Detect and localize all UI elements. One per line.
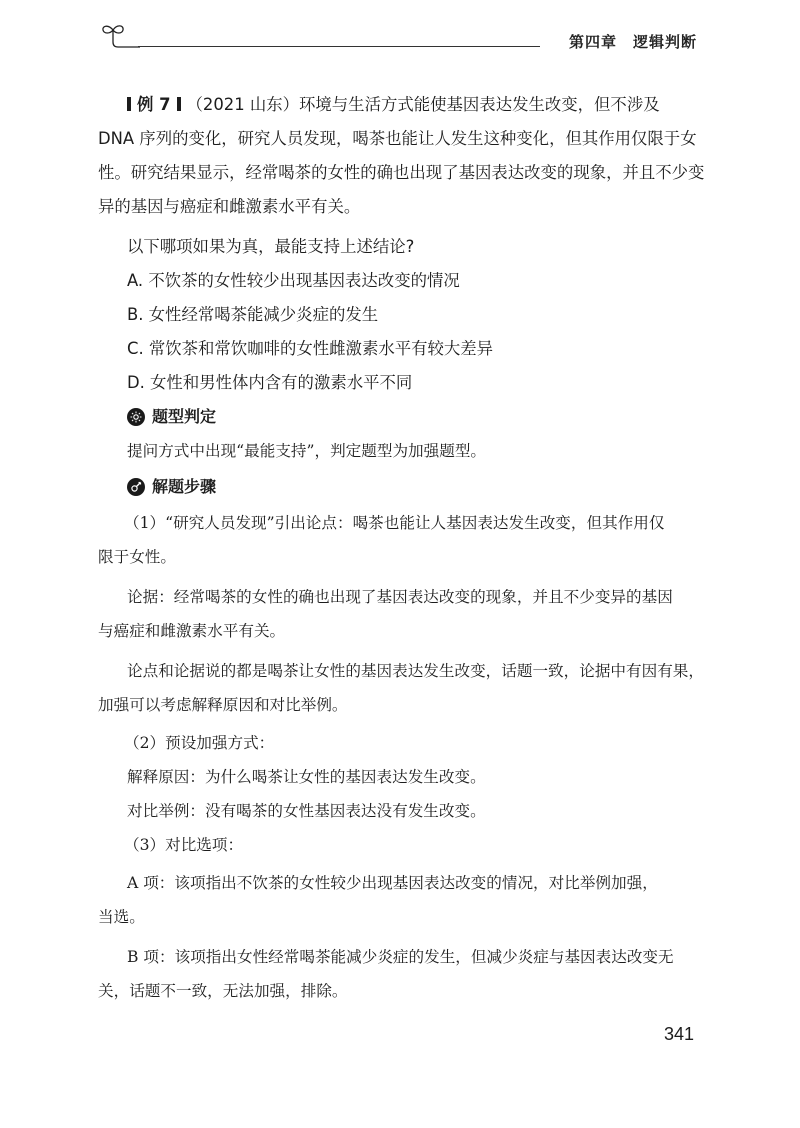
steps-section-heading <box>127 470 690 504</box>
example-source: （2021 山东） <box>186 95 300 114</box>
analysis-line: 论点和论据说的都是喝茶让女性的基因表达发生改变，话题一致，论据中有因有果， <box>127 662 704 680</box>
page-number: 341 <box>664 1024 695 1044</box>
option-a: A. 不饮茶的女性较少出现基因表达改变的情况 <box>127 271 460 290</box>
evidence-line: 与癌症和雌激素水平有关。 <box>98 622 286 640</box>
option-a-analysis-line: A 项：该项指出不饮茶的女性较少出现基因表达改变的情况，对比举例加强， <box>127 874 658 892</box>
stem-line: 环境与生活方式能使基因表达发生改变，但不涉及 <box>299 95 660 114</box>
option-b-analysis <box>98 940 690 1008</box>
type-section-text: 提问方式中出现“最能支持”，判定题型为加强题型。 <box>127 442 487 460</box>
analysis-text <box>98 654 704 722</box>
option-b-analysis-line: B 项：该项指出女性经常喝茶能减少炎症的发生，但减少炎症与基因表达改变无 <box>127 948 674 966</box>
option-a-analysis <box>98 866 690 934</box>
example-label: 例 7 <box>137 95 171 114</box>
type-section-title: 题型判定 <box>152 407 217 426</box>
section-label: 逻辑判断 <box>632 33 697 51</box>
example-label-marker <box>127 95 187 114</box>
wrench-icon <box>127 478 145 496</box>
chapter-label: 第四章 <box>568 33 617 51</box>
evidence-text <box>98 580 690 648</box>
sun-icon <box>127 408 145 426</box>
step1-text <box>98 506 690 574</box>
analysis-line: 加强可以考虑解释原因和对比举例。 <box>98 696 348 714</box>
header-rule <box>138 46 540 47</box>
steps-section-title: 解题步骤 <box>152 477 217 496</box>
step1-line: 限于女性。 <box>98 548 176 566</box>
option-b-analysis-line: 关，话题不一致，无法加强，排除。 <box>98 982 348 1000</box>
stem-line: DNA 序列的变化，研究人员发现，喝茶也能让人发生这种变化，但其作用仅限于女 <box>98 129 697 148</box>
option-b: B. 女性经常喝茶能减少炎症的发生 <box>127 305 379 324</box>
step1-line: （1）“研究人员发现”引出论点：喝茶也能让人基因表达发生改变，但其作用仅 <box>124 514 665 532</box>
chapter-title <box>569 31 697 52</box>
page-header <box>100 22 705 56</box>
stem-line: 异的基因与癌症和雌激素水平有关。 <box>98 197 361 216</box>
explain-cause-text: 解释原因：为什么喝茶让女性的基因表达发生改变。 <box>127 768 486 786</box>
example-stem <box>98 88 705 224</box>
stem-line: 性。研究结果显示，经常喝茶的女性的确也出现了基因表达改变的现象，并且不少变 <box>98 163 705 182</box>
option-c: C. 常饮茶和常饮咖啡的女性雌激素水平有较大差异 <box>127 339 494 358</box>
page-content <box>98 88 705 1008</box>
sprout-icon <box>100 22 140 56</box>
step3-text: （3）对比选项： <box>124 836 244 854</box>
evidence-line: 论据：经常喝茶的女性的确也出现了基因表达改变的现象，并且不少变异的基因 <box>127 588 673 606</box>
option-d: D. 女性和男性体内含有的激素水平不同 <box>127 373 413 392</box>
step2-text: （2）预设加强方式： <box>124 734 275 752</box>
question-text: 以下哪项如果为真，最能支持上述结论? <box>127 237 415 256</box>
option-a-analysis-line: 当选。 <box>98 908 145 926</box>
contrast-example-text: 对比举例：没有喝茶的女性基因表达没有发生改变。 <box>127 802 486 820</box>
type-section-heading <box>127 400 690 434</box>
